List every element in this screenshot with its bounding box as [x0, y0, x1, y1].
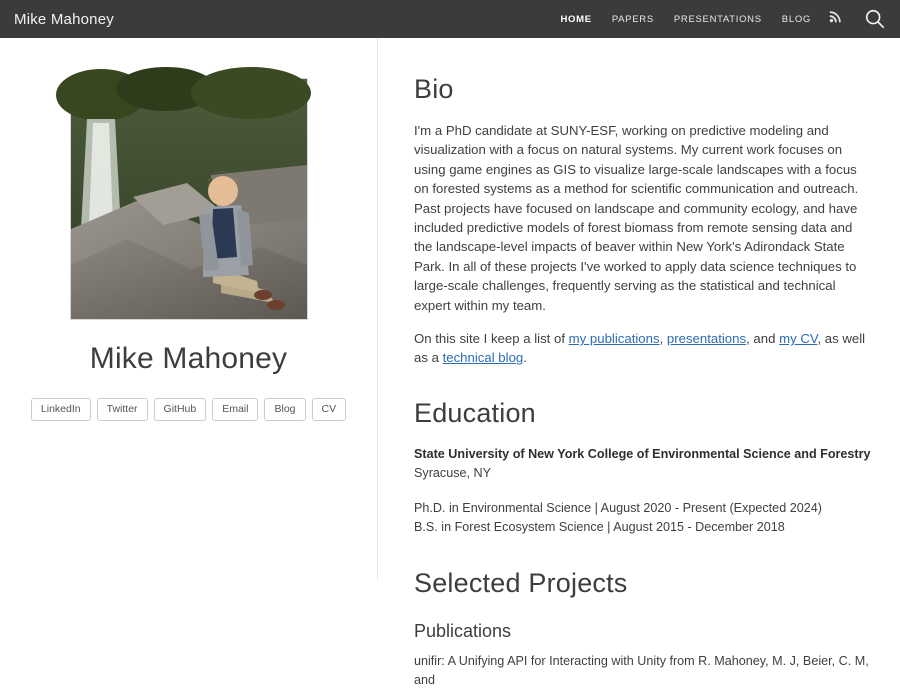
navbar-right [561, 8, 887, 30]
rss-icon[interactable] [829, 10, 842, 28]
bio-paragraph: I'm a PhD candidate at SUNY-ESF, working on predictive modeling and visualization with a focus on natural systems. My current work focuses on using game engines as GIS to visualize large-scale landscapes with a focus on forested systems as a method for scientific communication and outreach. Past projects have focused on landscape and community ecology, and have included predictive models of forest biomass from remote sensing data and the landscape-level impacts of beaver within New York's Adirondack State Park. In all of these projects I've worked to apply data science techniques to large-scale challenges, frequently serving as the statistical and technical expert within my team. [414, 123, 859, 313]
publications-subheading: Publications [414, 620, 512, 641]
link-button-cv[interactable]: CV [312, 398, 347, 421]
bio-p2-prefix: On this site I keep a list of [414, 331, 569, 347]
profile-links [31, 398, 346, 421]
link-button-linkedin[interactable]: LinkedIn [31, 398, 91, 421]
nav-link-blog[interactable]: BLOG [781, 13, 811, 25]
education-city: Syracuse, NY [414, 465, 491, 480]
navbar [0, 0, 900, 38]
bio-p2-sep2: , and [746, 331, 780, 347]
bio-p2-sep1: , [659, 331, 667, 347]
education-school: State University of New York College of Environmental Science and Forestry [414, 446, 871, 461]
bio-links-paragraph [414, 329, 874, 368]
link-button-github[interactable]: GitHub [154, 398, 207, 421]
publication-entry: unifir: A Unifying API for Interacting with Unity from R. Mahoney, M. J, Beier, C. M, and [414, 653, 869, 687]
link-button-twitter[interactable]: Twitter [97, 398, 148, 421]
nav-links [561, 14, 812, 25]
site-brand[interactable]: Mike Mahoney [14, 10, 114, 28]
profile-photo [70, 78, 308, 320]
education-heading: Education [414, 397, 536, 428]
projects-heading: Selected Projects [414, 567, 628, 598]
link-presentations[interactable]: presentations [666, 331, 747, 347]
bio-heading: Bio [414, 74, 454, 104]
main-content [378, 38, 900, 687]
link-technical-blog[interactable]: technical blog [442, 350, 524, 366]
education-degree-bs: B.S. in Forest Ecosystem Science | August 2015 - December 2018 [414, 520, 785, 535]
search-icon[interactable] [864, 8, 886, 30]
profile-name: Mike Mahoney [89, 342, 288, 375]
link-button-blog[interactable]: Blog [264, 398, 305, 421]
bio-p2-mid: , as well as a [414, 331, 866, 366]
nav-link-papers[interactable]: PAPERS [611, 13, 654, 25]
link-my-cv[interactable]: my CV [779, 331, 818, 347]
profile-sidebar [0, 38, 378, 580]
bio-p2-suffix: . [523, 350, 527, 366]
link-button-email[interactable]: Email [212, 398, 258, 421]
nav-link-presentations[interactable]: PRESENTATIONS [673, 13, 762, 25]
link-my-publications[interactable]: my publications [568, 331, 660, 347]
nav-link-home[interactable]: HOME [560, 13, 592, 25]
education-degree-phd: Ph.D. in Environmental Science | August 2020 - Present (Expected 2024) [414, 500, 822, 515]
page-body [0, 38, 900, 687]
